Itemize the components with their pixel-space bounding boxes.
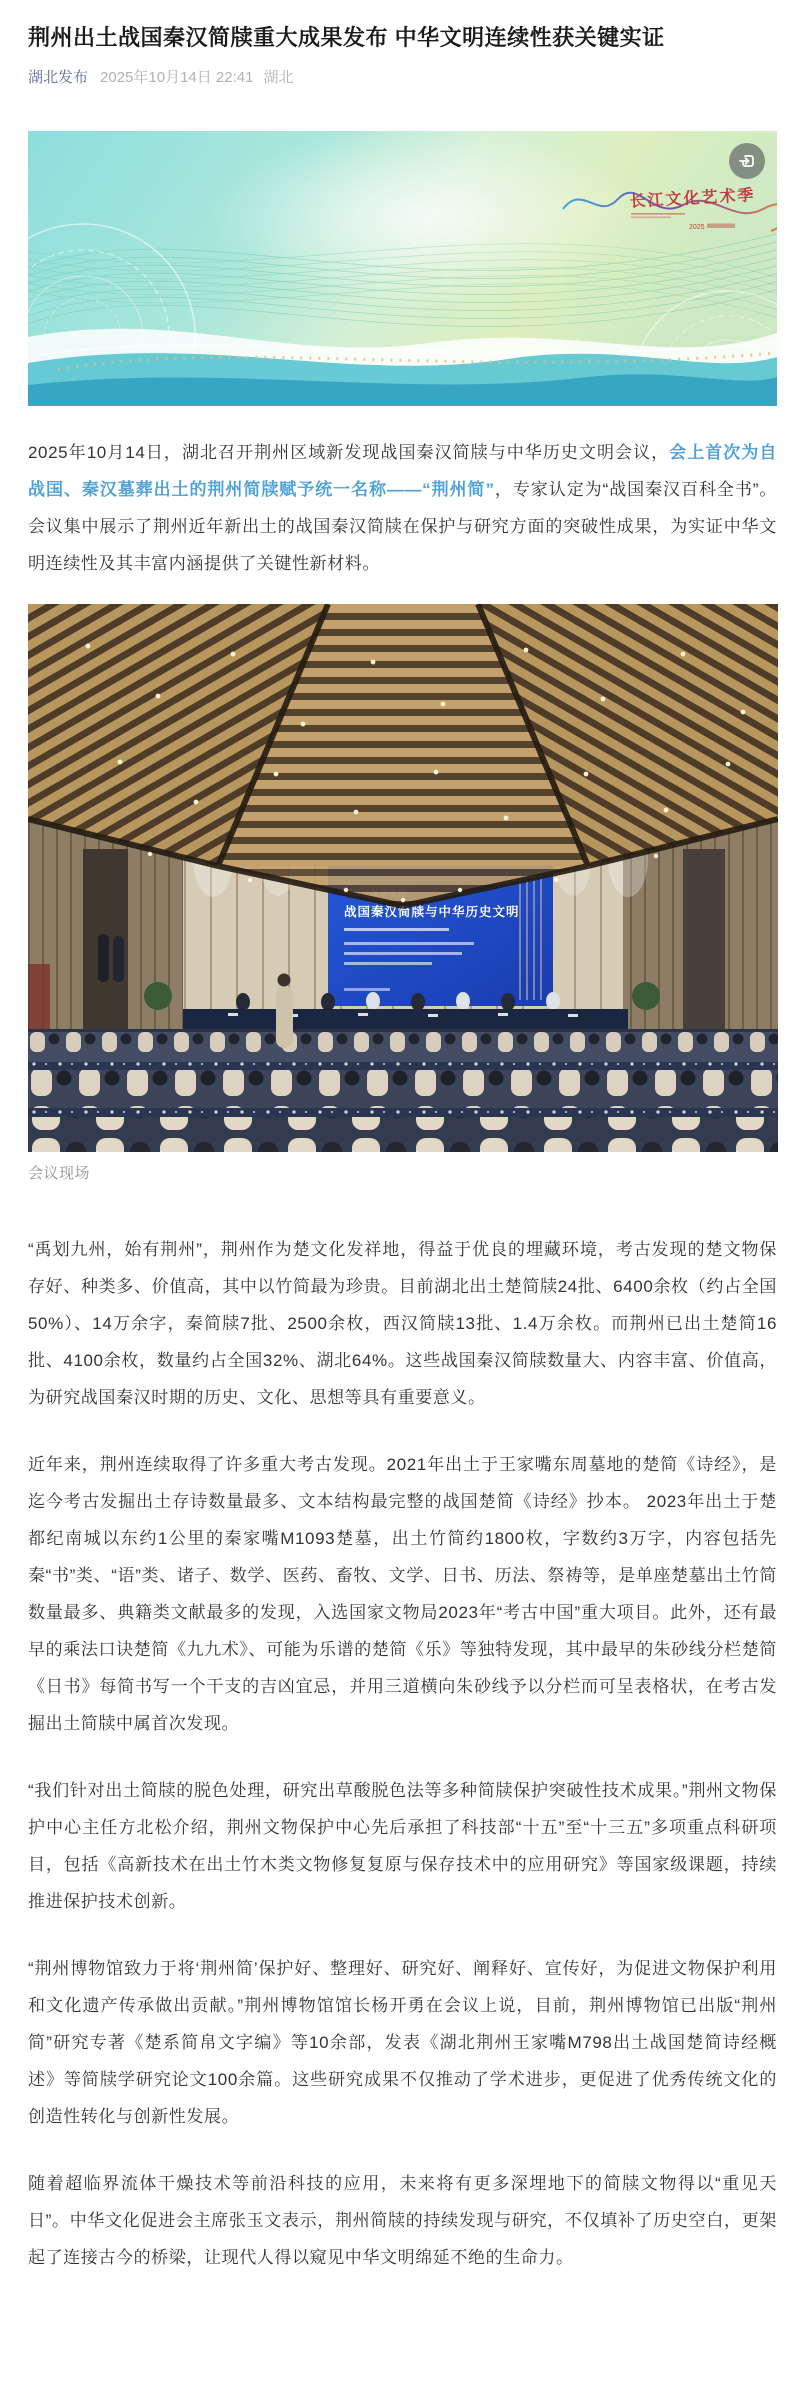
paragraph-4: “我们针对出土简牍的脱色处理，研究出草酸脱色法等多种简牍保护突破性技术成果。”荆州文物保护中心主任方北松介绍，荆州文物保护中心先后承担了科技部“十五”至“十三五”多项重点科研项目，包括《高新技术在出土竹木类文物修复复原与保存技术中的应用研究》等国家级课题，持续推进保护技术创新。: [28, 1781, 777, 1911]
expand-arrow-icon: [738, 152, 756, 170]
banner-image[interactable]: [28, 131, 777, 406]
photo-caption: 会议现场: [28, 1165, 91, 1182]
conference-scene: [28, 604, 778, 1152]
conference-photo: [28, 604, 778, 1152]
paragraph-2: “禹划九州，始有荆州”，荆州作为楚文化发祥地，得益于优良的埋藏环境，考古发现的楚文物保存好、种类多、价值高，其中以竹简最为珍贵。目前湖北出土楚简牍24批、6400余枚（约占全国50%）、14万余字，秦简牍7批、2500余枚，西汉简牍13批、1.4万余枚。而荆州已出土楚简16批、4100余枚，数量约占全国32%、湖北64%。这些战国秦汉简牍数量大、内容丰富、价值高，为研究战国秦汉时期的历史、文化、思想等具有重要意义。: [28, 1240, 777, 1407]
paragraph-5: “荆州博物馆致力于将‘荆州简’保护好、整理好、研究好、阐释好、宣传好，为促进文物保护利用和文化遗产传承做出贡献。”荆州博物馆馆长杨开勇在会议上说，目前，荆州博物馆已出版“荆州简”研究专著《楚系简帛文字编》等10余部，发表《湖北荆州王家嘴M798出土战国楚简诗经概述》等简牍学研究论文100余篇。这些研究成果不仅推动了学术进步，更促进了优秀传统文化的创造性转化与创新性发展。: [28, 1959, 777, 2126]
expand-button[interactable]: [729, 143, 765, 179]
article-body: [28, 1231, 777, 2276]
banner-art: [28, 131, 777, 406]
publish-location: 湖北: [263, 69, 294, 86]
festival-year: 2025: [689, 224, 705, 231]
paragraph-1: [28, 434, 777, 582]
account-link[interactable]: 湖北发布: [28, 69, 89, 86]
paragraph-1-pre: 2025年10月14日，湖北召开荆州区域新发现战国秦汉简牍与中华历史文明会议，: [28, 443, 670, 462]
article-meta: [28, 66, 777, 87]
paragraph-1-post: ，专家认定为“战国秦汉百科全书”。会议集中展示了荆州近年新出土的战国秦汉简牍在保护与研究方面的突破性成果，为实证中华文明连续性及其丰富内涵提供了关键性新材料。: [28, 480, 777, 573]
festival-logo-text: 长江文化艺术季: [629, 185, 756, 211]
paragraph-6: 随着超临界流体干燥技术等前沿科技的应用，未来将有更多深埋地下的简牍文物得以“重见天日”。中华文化促进会主席张玉文表示，荆州简牍的持续发现与研究，不仅填补了历史空白，更架起了连接古今的桥梁，让现代人得以窥见中华文明绵延不绝的生命力。: [28, 2174, 777, 2267]
publish-date: 2025年10月14日 22:41: [100, 69, 254, 86]
article-photo[interactable]: [28, 604, 777, 1183]
paragraph-3: 近年来，荆州连续取得了许多重大考古发现。2021年出土于王家嘴东周墓地的楚简《诗经》，是迄今考古发掘出土存诗数量最多、文本结构最完整的战国楚简《诗经》抄本。 2023年出土于楚都纪南城以东约1公里的秦家嘴M1093楚墓，出土竹简约1800枚，字数约3万字，内容包括先秦“书”类、“语”类、诸子、数学、医药、畜牧、文学、日书、历法、祭祷等，是单座楚墓出土竹简数量最多、典籍类文献最多的发现，入选国家文物局2023年“考古中国”重大项目。此外，还有最早的乘法口诀楚简《九九术》、可能为乐谱的楚简《乐》等独特发现，其中最早的朱砂线分栏楚简《日书》每简书写一个干支的吉凶宜忌，并用三道横向朱砂线予以分栏而可呈表格状，在考古发掘出土简牍中属首次发现。: [28, 1455, 777, 1733]
page-title: 荆州出土战国秦汉简牍重大成果发布 中华文明连续性获关键实证: [28, 25, 665, 50]
screen-title: 战国秦汉简牍与中华历史文明: [344, 905, 520, 919]
highlight-text: 会上首次为自战国、秦汉墓葬出土的荆州简牍赋予统一名称——“荆州简”: [28, 443, 777, 499]
